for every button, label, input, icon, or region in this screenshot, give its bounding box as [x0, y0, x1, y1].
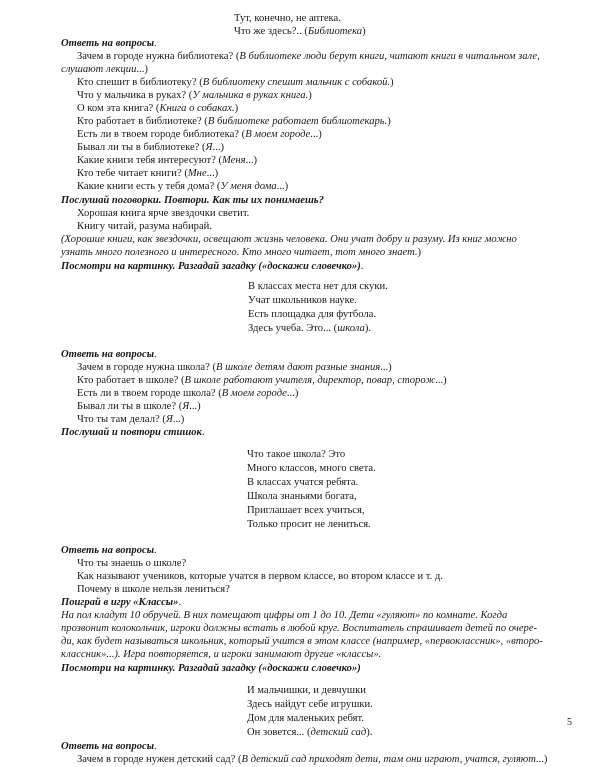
- text-line: [61, 426, 205, 440]
- text-span: Школа знаньями богата,: [247, 491, 357, 502]
- italic-text: классник»...). Игра повторяется, и игроки занимают другие «классы».: [61, 649, 382, 660]
- text-span: Тут, конечно, не аптека.: [234, 13, 341, 24]
- italic-text: В моем городе: [221, 388, 287, 399]
- text-line: [247, 448, 345, 462]
- text-span: Кто тебе читает книги? (: [77, 168, 188, 179]
- text-span: ...): [189, 401, 201, 412]
- text-span: .: [154, 38, 157, 49]
- text-span: ...): [245, 155, 258, 166]
- text-line: [77, 753, 547, 767]
- text-line: [61, 194, 324, 208]
- italic-text: прозвонит колокольчик, игроки должны встать в любой круг. Воспитатель спрашивает детей по очере-: [61, 623, 538, 634]
- text-span: Зачем в городе нужна библиотека? (: [77, 51, 240, 62]
- text-span: Есть ли в твоем городе школа? (: [77, 388, 222, 399]
- italic-text: Меня: [222, 155, 246, 166]
- text-span: Бывал ли ты в школе? (: [77, 401, 183, 412]
- italic-text: узнать много полезного и интересного. Кто много читает, тот много знает.: [61, 247, 418, 258]
- heading-text: Посмотри на картинку. Разгадай загадку («доскажи словечко»): [61, 663, 361, 674]
- text-span: Здесь учеба. Это... (: [248, 323, 338, 334]
- text-span: Что у мальчика в руках? (: [77, 90, 193, 101]
- text-line: [77, 115, 391, 129]
- text-line: [77, 89, 312, 103]
- text-span: .: [360, 261, 364, 272]
- text-span: Он зовется... (: [247, 727, 311, 738]
- heading-text: Послушай поговорки. Повтори. Как ты их понимаешь?: [61, 195, 324, 206]
- text-line: [77, 387, 298, 401]
- italic-text: На пол кладут 10 обручей. В них помещают цифры от 1 до 10. Дети «гуляют» по комнате. Когда: [61, 610, 508, 621]
- text-line: [61, 648, 381, 662]
- text-span: Что же здесь?.. (: [234, 26, 308, 37]
- text-line: [247, 684, 366, 698]
- text-span: Какие книги тебя интересуют? (: [77, 155, 222, 166]
- text-span: Есть ли в твоем городе библиотека? (: [77, 129, 246, 140]
- text-span: ): [362, 26, 366, 37]
- heading-text: Послушай и повтори стишок: [61, 427, 202, 438]
- text-span: ).: [364, 323, 372, 334]
- text-line: [77, 167, 218, 181]
- text-line: [61, 609, 507, 623]
- text-span: ...): [276, 181, 289, 192]
- text-span: Бывал ли ты в библиотеке? (: [77, 142, 206, 153]
- italic-text: (Хорошие книги, как звездочки, освещают жизнь человека. Они учат добру и разуму. Из книг можно: [61, 234, 517, 245]
- text-span: Кто работает в школе? (: [77, 375, 185, 386]
- text-span: .: [154, 349, 157, 360]
- text-span: .: [201, 427, 205, 438]
- heading-text: Ответь на вопросы: [61, 38, 155, 49]
- text-span: Зачем в городе нужна школа? (: [77, 362, 216, 373]
- text-span: ): [417, 247, 422, 258]
- text-span: ...): [286, 388, 299, 399]
- italic-text: У меня дома: [220, 181, 277, 192]
- text-span: ): [390, 77, 394, 88]
- italic-text: В библиотеке люди берут книги, читают книги в читальном зале,: [239, 51, 540, 62]
- text-line: [77, 557, 186, 571]
- italic-text: У мальчика в руках книга.: [192, 90, 309, 101]
- text-line: [247, 518, 371, 532]
- text-line: [61, 635, 543, 649]
- text-span: ...): [206, 168, 219, 179]
- text-line: [247, 476, 358, 490]
- text-line: [77, 154, 257, 168]
- text-line: [77, 180, 288, 194]
- text-line: [234, 25, 366, 39]
- text-span: Книгу читай, разума набирай.: [77, 221, 212, 232]
- text-span: Кто спешит в библиотеку? (: [77, 77, 203, 88]
- text-line: [61, 544, 157, 558]
- text-line: [61, 233, 517, 247]
- italic-text: Мне: [187, 168, 207, 179]
- text-line: [61, 596, 181, 610]
- text-line: [77, 128, 322, 142]
- italic-text: В библиотеке работает библиотекарь.: [207, 116, 388, 127]
- text-line: [247, 490, 357, 504]
- italic-text: слушают лекции: [61, 64, 137, 75]
- text-span: Дом для маленьких ребят.: [247, 713, 365, 724]
- text-line: [248, 322, 371, 336]
- text-line: [77, 374, 447, 388]
- text-span: Есть площадка для футбола.: [248, 309, 377, 320]
- italic-text: школа: [337, 323, 365, 334]
- text-line: [77, 220, 212, 234]
- italic-text: Я: [182, 401, 190, 412]
- text-span: ...): [535, 754, 548, 765]
- text-line: [61, 246, 421, 260]
- text-span: ...): [310, 129, 322, 140]
- italic-text: В школе работают учителя, директор, повар, сторож: [184, 375, 436, 386]
- text-line: [247, 504, 365, 518]
- text-line: [247, 698, 373, 712]
- text-line: [61, 348, 157, 362]
- text-line: [61, 622, 537, 636]
- text-span: В классах места нет для скуки.: [248, 281, 388, 292]
- text-span: .: [178, 597, 182, 608]
- text-span: ...): [435, 375, 447, 386]
- text-span: Почему в школе нельзя лениться?: [77, 584, 230, 595]
- text-span: ): [308, 90, 312, 101]
- italic-text: Я: [205, 142, 213, 153]
- text-line: [61, 63, 148, 77]
- italic-text: детский сад: [310, 727, 367, 738]
- text-span: Хорошая книга ярче звездочки светит.: [77, 208, 250, 219]
- text-line: [77, 102, 238, 116]
- text-span: ): [387, 116, 391, 127]
- text-line: [61, 37, 157, 51]
- text-line: [247, 726, 372, 740]
- text-span: ...): [212, 142, 224, 153]
- text-span: .: [154, 545, 157, 556]
- text-line: [77, 207, 249, 221]
- text-line: [77, 400, 201, 414]
- page-number: 5: [567, 717, 572, 728]
- text-span: ): [234, 103, 239, 114]
- text-line: [234, 12, 341, 26]
- text-span: В классах учатся ребята.: [247, 477, 359, 488]
- text-span: Здесь найдут себе игрушки.: [247, 699, 373, 710]
- text-span: Учат школьников науке.: [248, 295, 357, 306]
- italic-text: Библиотека: [307, 26, 363, 37]
- italic-text: В детский сад приходят дети, там они играют, учатся, гуляют: [241, 754, 536, 765]
- text-line: [61, 662, 361, 676]
- text-span: И мальчишки, и девчушки: [247, 685, 366, 696]
- text-line: [247, 462, 376, 476]
- text-line: [77, 413, 184, 427]
- text-line: [61, 260, 363, 274]
- text-line: [248, 280, 388, 294]
- italic-text: Книга о собаках.: [159, 103, 235, 114]
- text-span: ...): [136, 64, 148, 75]
- heading-text: Ответь на вопросы: [61, 349, 155, 360]
- text-line: [77, 141, 224, 155]
- text-line: [77, 361, 392, 375]
- text-span: Как называют учеников, которые учатся в первом классе, во втором классе и т. д.: [77, 571, 443, 582]
- text-span: Какие книги есть у тебя дома? (: [77, 181, 221, 192]
- text-line: [77, 76, 394, 90]
- text-span: ).: [366, 727, 373, 738]
- text-line: [61, 740, 157, 754]
- italic-text: В библиотеку спешит мальчик с собакой.: [202, 77, 391, 88]
- text-span: Что ты там делал? (: [77, 414, 166, 425]
- heading-text: Поиграй в игру «Классы»: [61, 597, 179, 608]
- text-span: ...): [172, 414, 185, 425]
- italic-text: Я: [165, 414, 173, 425]
- text-span: Зачем в городе нужен детский сад? (: [77, 754, 242, 765]
- text-span: Что такое школа? Это: [247, 449, 346, 460]
- heading-text: Посмотри на картинку. Разгадай загадку («доскажи словечко»): [61, 261, 361, 272]
- text-span: Много классов, много света.: [247, 463, 376, 474]
- text-span: Приглашает всех учиться,: [247, 505, 365, 516]
- heading-text: Ответь на вопросы: [61, 741, 155, 752]
- text-span: ...): [380, 362, 392, 373]
- text-line: [248, 294, 357, 308]
- italic-text: В моем городе: [245, 129, 311, 140]
- italic-text: В школе детям дают разные знания: [215, 362, 381, 373]
- text-line: [77, 583, 230, 597]
- text-span: Только просит не лениться.: [247, 519, 371, 530]
- text-span: .: [154, 741, 157, 752]
- text-line: [77, 50, 540, 64]
- text-span: Кто работает в библиотеке? (: [77, 116, 208, 127]
- text-line: [248, 308, 376, 322]
- text-line: [247, 712, 364, 726]
- text-span: Что ты знаешь о школе?: [77, 558, 187, 569]
- heading-text: Ответь на вопросы: [61, 545, 155, 556]
- text-line: [77, 570, 443, 584]
- text-span: О ком эта книга? (: [77, 103, 160, 114]
- italic-text: ди, как будет называться школьник, который учится в этом классе (например, «первоклассник», «второ-: [61, 636, 543, 647]
